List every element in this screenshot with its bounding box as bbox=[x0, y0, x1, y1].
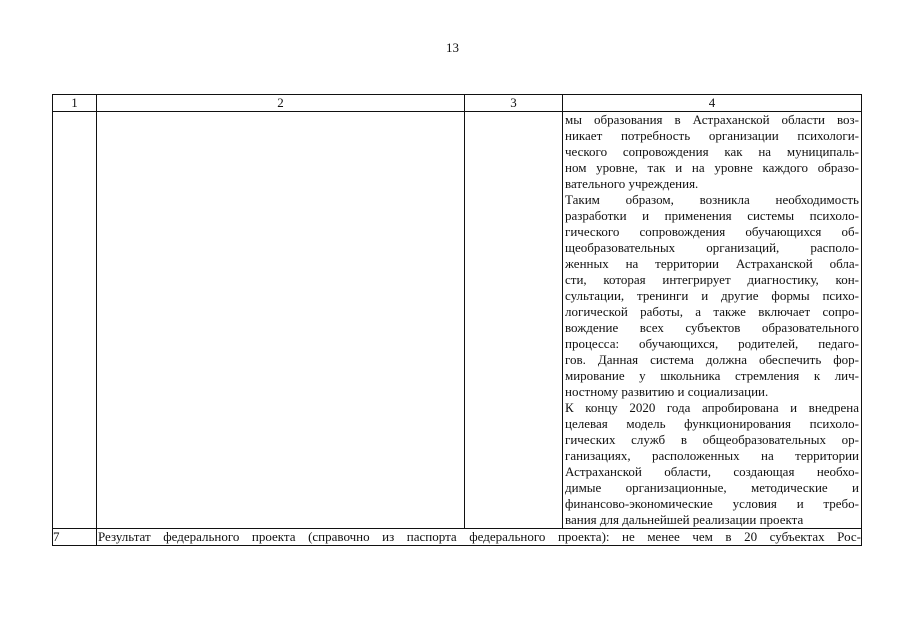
table-header-row bbox=[53, 95, 862, 112]
header-col-3: 3 bbox=[465, 95, 563, 112]
cell-col-1 bbox=[53, 112, 97, 529]
row7-text-content: Результат федерального проекта (справочно из паспорта федерального проекта): не менее чем в 20 субъектах Рос- bbox=[98, 529, 861, 544]
col4-line: ностному развитию и социализации. bbox=[565, 384, 769, 399]
col4-line: финансово-экономические условия и требо- bbox=[565, 496, 859, 511]
col4-line: Таким образом, возникла необходимость bbox=[565, 192, 859, 207]
col4-line: димые организационные, методические и bbox=[565, 480, 859, 495]
col4-line: процесса: обучающихся, родителей, педаго- bbox=[565, 336, 859, 351]
col4-line: целевая модель функционирования психоло- bbox=[565, 416, 859, 431]
row7-text bbox=[97, 529, 862, 546]
col4-line: сти, которая интегрирует диагностику, кон- bbox=[565, 272, 859, 287]
header-col-4: 4 bbox=[563, 95, 862, 112]
col4-line: К концу 2020 года апробирована и внедрена bbox=[565, 400, 859, 415]
col4-line: ном уровне, так и на уровне каждого образо- bbox=[565, 160, 859, 175]
col4-line: гов. Данная система должна обеспечить фор- bbox=[565, 352, 859, 367]
col4-line: логической работы, а также включает сопро- bbox=[565, 304, 859, 319]
col4-line: ганизациях, расположенных на территории bbox=[565, 448, 859, 463]
col4-line: сультации, тренинги и другие формы психо- bbox=[565, 288, 859, 303]
col4-line: никает потребность организации психологи- bbox=[565, 128, 859, 143]
col4-line: вания для дальнейшей реализации проекта bbox=[565, 512, 804, 527]
table-row-continued bbox=[53, 112, 862, 529]
cell-col-2 bbox=[97, 112, 465, 529]
col4-line: мирование у школьника стремления к лич- bbox=[565, 368, 859, 383]
col4-line: ческого сопровождения как на муниципаль- bbox=[565, 144, 859, 159]
cell-col-4 bbox=[563, 112, 862, 529]
table-row-7 bbox=[53, 529, 862, 546]
col4-line: разработки и применения системы психоло- bbox=[565, 208, 859, 223]
col4-line: щеобразовательных организаций, располо- bbox=[565, 240, 859, 255]
document-table bbox=[52, 94, 862, 546]
col4-line: гического сопровождения обучающихся об- bbox=[565, 224, 859, 239]
cell-col-3 bbox=[465, 112, 563, 529]
row7-number: 7 bbox=[53, 529, 97, 546]
page-number: 13 bbox=[446, 40, 459, 55]
col4-line: вательного учреждения. bbox=[565, 176, 699, 191]
col4-line: вождение всех субъектов образовательного bbox=[565, 320, 859, 335]
col4-line: гических служб в общеобразовательных ор- bbox=[565, 432, 859, 447]
col4-line: Астраханской области, создающая необхо- bbox=[565, 464, 859, 479]
col4-line: мы образования в Астраханской области воз- bbox=[565, 112, 859, 127]
header-col-1: 1 bbox=[53, 95, 97, 112]
col4-line: женных на территории Астраханской обла- bbox=[565, 256, 859, 271]
header-col-2: 2 bbox=[97, 95, 465, 112]
col4-paragraphs bbox=[563, 112, 861, 528]
